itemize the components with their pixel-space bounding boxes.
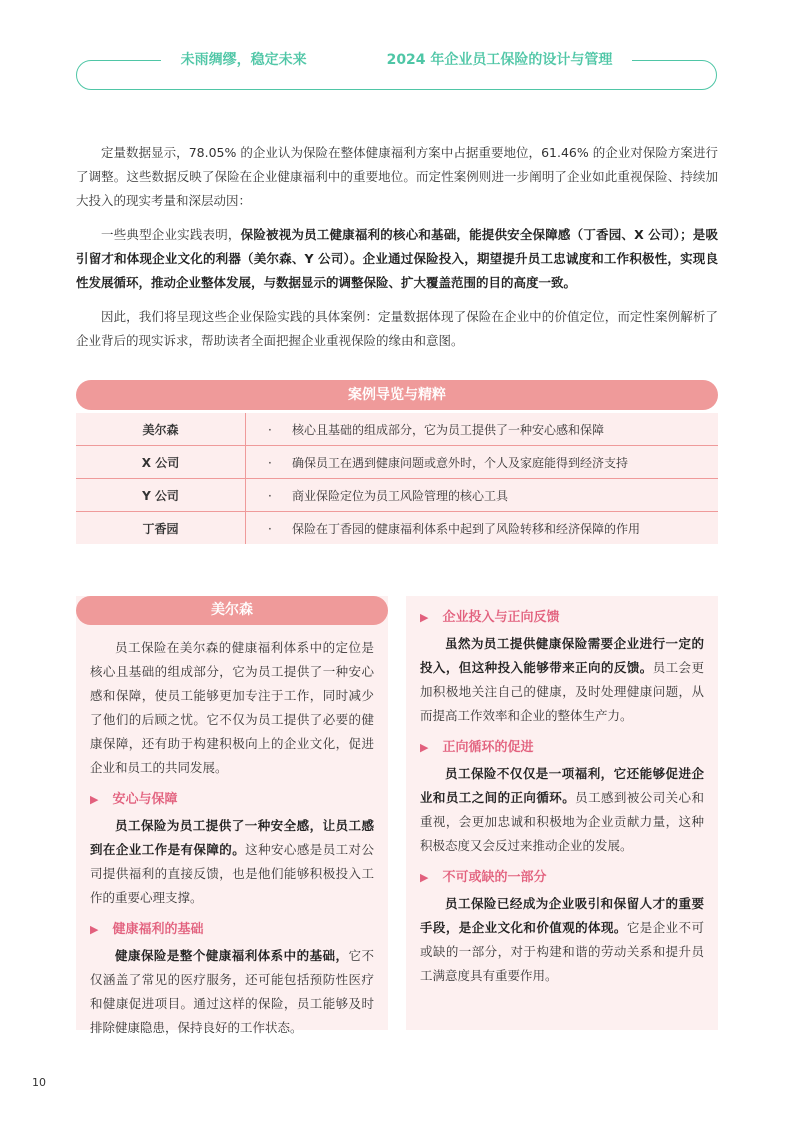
- triangle-icon: ▶: [420, 611, 429, 624]
- triangle-icon: ▶: [420, 741, 429, 754]
- overview-table: [76, 413, 718, 544]
- section-body-text: 员工感到被公司关心和重视，会更加忠诚和积极地为企业贡献力量，这种积极态度又会反过来推动企业的发展。: [420, 790, 704, 853]
- case-banner: 美尔森: [76, 596, 388, 625]
- intro-p2-bold: 保险被视为员工健康福利的核心和基础，能提供安全保障感（丁香园、X 公司）；是吸引留才和体现企业文化的利器（美尔森、Y 公司）。企业通过保险投入，期望提升员工忠诚度和工作积极性，实现良性发展循环，推动企业整体发展，与数据显示的调整保险、扩大覆盖范围的目的高度一致。: [76, 227, 718, 290]
- case-intro: 员工保险在美尔森的健康福利体系中的定位是核心且基础的组成部分，它为员工提供了一种安心感和保障，使员工能够更加专注于工作，同时减少了他们的后顾之忧。它不仅为员工提供了必要的健康保障，还有助于构建积极向上的企业文化，促进企业和员工的共同发展。: [90, 640, 374, 775]
- company-desc: [246, 446, 719, 479]
- bullet: ·: [268, 422, 272, 437]
- section-body-bold: 员工保险为员工提供了一种安全感，让员工感到在企业工作是有保障的。: [90, 818, 374, 857]
- intro-p2-lead: 一些典型企业实践表明，: [101, 227, 241, 242]
- section-body: [420, 762, 704, 858]
- intro-section: [76, 141, 718, 363]
- section-body: [90, 944, 374, 1040]
- section-heading-text: 安心与保障: [112, 792, 178, 807]
- section-body-text: 它是企业不可或缺的一部分，对于构建和谐的劳动关系和提升员工满意度具有重要作用。: [420, 920, 704, 983]
- header-left-title: 未雨绸缪，稳定未来: [171, 52, 317, 68]
- section-heading-text: 健康福利的基础: [112, 922, 204, 937]
- case-column-right: [406, 596, 718, 1030]
- company-name: X 公司: [76, 446, 246, 479]
- company-name: Y 公司: [76, 479, 246, 512]
- intro-paragraph-1: 定量数据显示，78.05% 的企业认为保险在整体健康福利方案中占据重要地位，61.46% 的企业对保险方案进行了调整。这些数据反映了保险在企业健康福利中的重要地位。而定性案例则进一步阐明了企业如此重视保险、持续加大投入的现实考量和深层动因：: [76, 145, 718, 208]
- section-body-text: 这种安心感是员工对公司提供福利的直接反馈，也是他们能够积极投入工作的重要心理支撑。: [90, 842, 374, 905]
- bullet: ·: [268, 521, 272, 536]
- table-row: [76, 512, 718, 545]
- section-heading: [420, 608, 704, 628]
- bullet: ·: [268, 488, 272, 503]
- table-row: [76, 413, 718, 446]
- company-desc-text: 保险在丁香园的健康福利体系中起到了风险转移和经济保障的作用: [292, 521, 641, 536]
- triangle-icon: ▶: [90, 793, 99, 806]
- table-row: [76, 446, 718, 479]
- section-heading-text: 不可或缺的一部分: [442, 870, 547, 885]
- section-body: [90, 814, 374, 910]
- running-header: [0, 50, 793, 70]
- section-heading: [90, 920, 374, 940]
- section-body-bold: 健康保险是整个健康福利体系中的基础，: [115, 948, 349, 963]
- section-body-bold: 员工保险不仅仅是一项福利，它还能够促进企业和员工之间的正向循环。: [420, 766, 704, 805]
- section-heading-text: 企业投入与正向反馈: [442, 610, 560, 625]
- company-desc-text: 商业保险定位为员工风险管理的核心工具: [292, 488, 509, 503]
- section-heading-text: 正向循环的促进: [442, 740, 534, 755]
- intro-paragraph-2: [76, 223, 718, 295]
- company-name: 美尔森: [76, 413, 246, 446]
- section-body-text: 它不仅涵盖了常见的医疗服务，还可能包括预防性医疗和健康促进项目。通过这样的保险，员工能够及时排除健康隐患，保持良好的工作状态。: [90, 948, 374, 1035]
- section-heading: [90, 790, 374, 810]
- section-body: [420, 892, 704, 988]
- overview-banner: 案例导览与精粹: [76, 380, 718, 410]
- bullet: ·: [268, 455, 272, 470]
- intro-paragraph-3: 因此，我们将呈现这些企业保险实践的具体案例：定量数据体现了保险在企业中的价值定位，而定性案例解析了企业背后的现实诉求，帮助读者全面把握企业重视保险的缘由和意图。: [76, 309, 718, 348]
- triangle-icon: ▶: [90, 923, 99, 936]
- triangle-icon: ▶: [420, 871, 429, 884]
- section-heading: [420, 868, 704, 888]
- company-desc: [246, 512, 719, 545]
- company-desc: [246, 413, 719, 446]
- header-right-title: 2024 年企业员工保险的设计与管理: [377, 52, 623, 68]
- table-row: [76, 479, 718, 512]
- section-body-bold: 员工保险已经成为企业吸引和保留人才的重要手段，是企业文化和价值观的体现。: [420, 896, 704, 935]
- section-body-text: 员工会更加积极地关注自己的健康，及时处理健康问题，从而提高工作效率和企业的整体生产力。: [420, 660, 704, 723]
- company-name: 丁香园: [76, 512, 246, 545]
- section-body: [420, 632, 704, 728]
- company-desc-text: 确保员工在遇到健康问题或意外时，个人及家庭能得到经济支持: [292, 455, 629, 470]
- page-number: 10: [32, 1076, 46, 1089]
- section-heading: [420, 738, 704, 758]
- company-desc-text: 核心且基础的组成部分，它为员工提供了一种安心感和保障: [292, 422, 605, 437]
- section-body-bold: 虽然为员工提供健康保险需要企业进行一定的投入，但这种投入能够带来正向的反馈。: [420, 636, 704, 675]
- company-desc: [246, 479, 719, 512]
- case-column-left: [76, 596, 388, 1035]
